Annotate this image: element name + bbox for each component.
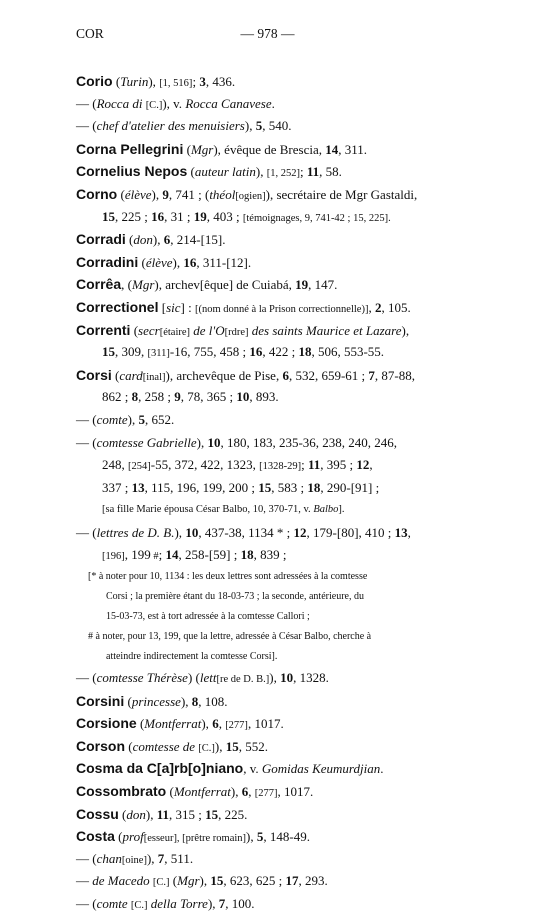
entry-text: 15: [225, 738, 239, 754]
entry-headword: Corson: [76, 737, 125, 754]
entry-text: 10: [236, 389, 250, 405]
entry-text: Turin: [120, 74, 149, 89]
entry-text: 12: [356, 457, 370, 473]
entry-text: , 87-88,: [374, 367, 415, 383]
entry-text: (: [125, 738, 133, 754]
entry-text: 9: [174, 389, 181, 405]
entry-text: 18: [307, 479, 321, 495]
entry-text: ),: [207, 896, 219, 911]
entry-text: sic: [166, 299, 181, 315]
entry-text: , 100.: [225, 896, 255, 911]
entry-text: ),: [148, 74, 160, 89]
entry-text: (: [124, 693, 132, 709]
entry-text: Montferrat: [173, 784, 231, 800]
entry-text: Corsi ; la première étant du 18-03-73 ; la seconde, antérieure, du: [106, 591, 364, 603]
entry-text: 10: [280, 670, 294, 686]
entry-headword: Cossombrato: [76, 783, 167, 800]
entry-text: 15: [102, 208, 115, 224]
entry-text: 15: [258, 479, 272, 495]
entry-text: Rocca Canavese: [185, 95, 272, 111]
entry-text: (: [166, 784, 174, 800]
entry-headword: Cossu: [76, 805, 119, 822]
entry-text: 15: [210, 873, 224, 889]
entry-text: 7: [218, 896, 226, 911]
entry-text: ), secrétaire de Mgr Gastaldi,: [265, 186, 418, 202]
entry-text: , 437-38, 1134 * ;: [198, 524, 294, 540]
entry-text: ,: [368, 299, 375, 315]
entry-text: Rocca di: [96, 95, 146, 111]
index-line: [76, 454, 496, 477]
entry-text: — (: [76, 670, 97, 686]
entry-text: théol: [209, 186, 236, 202]
index-line: [76, 70, 496, 93]
entry-text: [1328-29]: [259, 461, 302, 473]
index-line: [76, 848, 496, 871]
entry-text: — (: [76, 118, 97, 134]
entry-text: [1, 252]: [266, 168, 300, 180]
entry-text: 11: [306, 164, 320, 180]
entry-text: chef d'atelier des menuisiers: [96, 118, 245, 134]
entry-text: , 839 ;: [253, 547, 287, 563]
entry-text: 5: [255, 118, 263, 134]
entry-text: ,: [248, 784, 255, 800]
entry-text: 11: [156, 806, 170, 822]
entry-text: princesse: [131, 693, 181, 709]
entry-text: don: [133, 232, 153, 248]
entry-text: des saints Maurice et Lazare: [248, 322, 402, 338]
entry-text: 8: [191, 693, 199, 709]
entry-text: ),: [401, 322, 410, 338]
entry-text: 862 ;: [102, 389, 132, 405]
entry-text: , 1017.: [277, 784, 314, 800]
entry-text: [(nom donné à la Prison correctionnelle)]: [194, 303, 369, 315]
entry-text: (: [118, 806, 127, 822]
entry-text: — (: [76, 524, 97, 540]
entry-text: ),: [152, 232, 164, 248]
entry-text: [ogien]: [235, 190, 266, 202]
entry-text: comte: [96, 411, 128, 427]
entry-text: .: [380, 761, 384, 777]
index-line: [76, 432, 496, 455]
entry-text: de Macedo: [92, 873, 153, 889]
entry-text: ;: [158, 547, 166, 563]
entry-text: , 652.: [144, 411, 175, 427]
index-line: [76, 757, 496, 780]
index-line: [76, 228, 496, 251]
entry-text: [254]: [128, 461, 151, 473]
entry-text: 16: [151, 208, 165, 224]
entry-text: auteur latin: [194, 164, 256, 180]
entry-text: Montferrat: [144, 716, 202, 732]
entry-text: [277]: [225, 720, 248, 732]
entry-text: , 258 ;: [138, 389, 175, 405]
entry-text: 18: [298, 344, 312, 360]
entry-text: (: [130, 322, 139, 338]
entry-text: , 225 ;: [115, 208, 152, 224]
entry-text: lett: [199, 670, 217, 686]
index-line: [76, 206, 496, 229]
entry-headword: Corrêa: [76, 276, 122, 293]
index-line: [76, 627, 496, 647]
entry-text: ),: [180, 693, 192, 709]
entry-text: , 1017.: [247, 716, 284, 732]
index-line: [76, 690, 496, 713]
entry-text: 5: [256, 829, 264, 845]
entry-text: 15: [205, 806, 219, 822]
entry-text: secr: [138, 322, 160, 338]
entry-text: , 148-49.: [263, 829, 310, 845]
index-line: [76, 893, 496, 916]
index-line: [76, 567, 496, 587]
entry-text: ), évêque de Brescia,: [213, 141, 326, 157]
entry-headword: Corsione: [76, 715, 137, 732]
index-entries: [76, 70, 496, 916]
entry-text: (: [187, 164, 195, 180]
entry-text: de l'O: [190, 322, 225, 338]
entry-text: comtesse de: [132, 738, 199, 754]
entry-text: , 540.: [262, 118, 292, 134]
entry-text: 10: [185, 524, 199, 540]
entry-text: ),: [146, 850, 158, 866]
entry-text: — (: [76, 95, 97, 111]
entry-text: 17: [285, 873, 299, 889]
entry-text: Mgr: [177, 873, 200, 889]
entry-text: [inal]: [142, 371, 166, 383]
entry-text: ),: [244, 118, 256, 134]
entry-text: (: [112, 74, 121, 89]
entry-headword: Corno: [76, 185, 118, 202]
entry-text: [oine]: [121, 854, 147, 866]
entry-text: [* à noter pour 10, 1134 : les deux lettres sont adressées à la comtesse: [88, 571, 368, 583]
entry-text: , 583 ;: [271, 479, 308, 495]
entry-headword: Corio: [76, 73, 113, 89]
entry-text: , 293.: [298, 873, 328, 889]
index-line: [76, 499, 496, 522]
entry-text: , 147.: [308, 277, 338, 293]
entry-text: [C.]: [130, 900, 148, 911]
entry-text: [étaire]: [159, 326, 191, 338]
entry-headword: Cornelius Nepos: [76, 163, 188, 180]
entry-text: , 108.: [198, 693, 228, 709]
entry-text: , 105.: [381, 299, 411, 315]
entry-text: ,: [218, 716, 226, 732]
entry-text: ) (: [187, 670, 200, 686]
entry-text: 15-03-73, est à tort adressée à la comtesse Callori ;: [106, 611, 310, 623]
index-line: [76, 667, 496, 690]
entry-text: , 532, 659-61 ;: [288, 367, 369, 383]
entry-text: , 214-[15].: [170, 232, 226, 248]
entry-text: , 31 ;: [164, 208, 194, 224]
entry-text: , 511.: [164, 850, 194, 866]
entry-text: , 309,: [115, 344, 148, 360]
entry-text: #: [150, 551, 159, 563]
entry-text: Balbo: [313, 504, 339, 516]
entry-text: 248,: [102, 457, 128, 473]
entry-text: , 311.: [338, 141, 368, 157]
entry-text: , (: [121, 277, 132, 293]
entry-text: chan: [96, 850, 122, 866]
entry-text: 6: [282, 367, 289, 383]
entry-text: [C.]: [198, 742, 215, 754]
entry-text: [C.]: [145, 99, 163, 111]
index-line: [76, 319, 496, 342]
entry-headword: Corsi: [76, 366, 112, 383]
entry-text: ), archevêque de Pise,: [165, 367, 283, 383]
index-line: [76, 544, 496, 567]
index-line: [76, 522, 496, 545]
entry-text: 337 ;: [102, 479, 132, 495]
index-line: [76, 296, 496, 319]
entry-text: , 1328.: [293, 670, 329, 686]
index-line: [76, 183, 496, 206]
entry-text: 6: [241, 784, 249, 800]
entry-text: , 78, 365 ;: [180, 389, 237, 405]
entry-text: 10: [207, 434, 221, 450]
entry-text: ),: [201, 716, 213, 732]
entry-text: 7: [368, 367, 375, 383]
entry-headword: Corradi: [76, 231, 126, 248]
entry-text: , 258-[59] ;: [178, 547, 241, 563]
entry-text: atteindre indirectement la comtesse Corsi].: [106, 651, 278, 663]
index-line: [76, 825, 496, 848]
entry-text: 13: [131, 479, 145, 495]
entry-text: card: [119, 367, 143, 383]
entry-text: 14: [325, 141, 339, 157]
entry-text: Gomidas Keumurdjian: [261, 761, 381, 777]
entry-text: 19: [193, 208, 207, 224]
entry-headword: Corna Pellegrini: [76, 140, 184, 157]
entry-text: [1, 516]: [159, 78, 193, 89]
entry-text: 9: [162, 186, 169, 202]
entry-text: ),: [172, 254, 184, 270]
entry-text: 5: [138, 411, 145, 427]
entry-text: (: [136, 716, 145, 732]
entry-headword: Corradini: [76, 253, 139, 270]
index-line: [76, 712, 496, 735]
entry-text: (: [169, 873, 178, 889]
entry-text: ),: [145, 806, 157, 822]
entry-text: don: [126, 806, 146, 822]
index-line: [76, 870, 496, 893]
index-line: [76, 409, 496, 432]
entry-text: , 179-[80], 410 ;: [306, 524, 395, 540]
index-line: [76, 364, 496, 387]
entry-text: élève: [124, 186, 152, 202]
entry-text: , 315 ;: [169, 806, 206, 822]
entry-text: 6: [212, 716, 219, 732]
index-line: [76, 477, 496, 500]
entry-text: ),: [246, 829, 257, 845]
entry-text: [rdre]: [224, 326, 249, 338]
entry-text: 6: [163, 232, 171, 248]
index-line: [76, 735, 496, 758]
entry-text: 14: [165, 547, 179, 563]
entry-text: -55, 372, 422, 1323,: [150, 457, 260, 473]
entry-text: , 180, 183, 235-36, 238, 240, 246,: [220, 434, 398, 450]
entry-text: , 506, 553-55.: [311, 344, 385, 360]
entry-text: comtesse Gabrielle: [96, 434, 197, 450]
index-line: [76, 251, 496, 274]
entry-text: 19: [295, 277, 309, 293]
entry-text: ), v.: [162, 95, 186, 111]
entry-text: ),: [269, 670, 281, 686]
entry-text: 16: [183, 254, 197, 270]
index-line: [76, 647, 496, 667]
entry-text: [re de D. B.]: [216, 674, 270, 686]
entry-text: ),: [214, 738, 226, 754]
index-line: [76, 803, 496, 826]
entry-text: ),: [174, 524, 186, 540]
entry-text: , 893.: [249, 389, 279, 405]
entry-text: comtesse Thérèse: [96, 670, 188, 686]
entry-text: 18: [240, 547, 254, 563]
entry-text: (: [117, 186, 125, 202]
entry-text: lettres de D. B.: [96, 524, 175, 540]
index-line: [76, 780, 496, 803]
index-line: [76, 160, 496, 183]
index-line: [76, 273, 496, 296]
entry-text: 12: [293, 524, 307, 540]
entry-text: 11: [307, 457, 321, 473]
entry-text: 7: [157, 850, 165, 866]
entry-text: , 115, 196, 199, 200 ;: [144, 479, 259, 495]
entry-text: comte: [96, 896, 131, 911]
entry-text: (: [183, 141, 191, 157]
entry-text: — (: [76, 411, 97, 427]
entry-text: 3: [199, 74, 206, 89]
entry-text: , 741 ; (: [168, 186, 210, 202]
entry-text: [C.]: [152, 877, 170, 889]
index-line: [76, 138, 496, 161]
entry-text: 16: [249, 344, 263, 360]
entry-text: (: [125, 232, 134, 248]
page-number: — 978 —: [240, 26, 295, 41]
entry-headword: Cosma da C[a]rb[o]niano: [76, 760, 244, 777]
entry-text: della Torre: [147, 896, 208, 911]
entry-text: , 199: [124, 547, 151, 563]
entry-text: , 58.: [319, 164, 342, 180]
entry-text: (: [138, 254, 146, 270]
entry-text: [277]: [254, 788, 278, 800]
index-line: [76, 386, 496, 409]
entry-text: [esseur], [prêtre romain]: [143, 833, 247, 845]
entry-text: 13: [394, 524, 408, 540]
entry-text: , 225.: [218, 806, 248, 822]
entry-text: [196]: [102, 551, 125, 563]
entry-text: ;: [192, 74, 200, 89]
index-line: [76, 115, 496, 138]
entry-text: (: [114, 829, 123, 845]
entry-text: ,: [369, 457, 373, 473]
entry-text: [311]: [147, 348, 170, 360]
running-header-letters: COR: [76, 26, 104, 41]
entry-text: , 552.: [238, 738, 269, 754]
entry-text: 2: [374, 299, 382, 315]
entry-text: prof: [122, 829, 144, 845]
entry-text: Mgr: [131, 277, 155, 293]
entry-text: , 403 ;: [206, 208, 243, 224]
entry-headword: Costa: [76, 828, 115, 845]
entry-text: , v.: [243, 761, 262, 777]
entry-text: , 311-[12].: [196, 254, 252, 270]
entry-headword: Correctionel: [76, 298, 159, 315]
entry-text: Mgr: [190, 141, 214, 157]
entry-text: — (: [76, 850, 97, 866]
index-line: [76, 607, 496, 627]
entry-text: ] :: [180, 299, 195, 315]
entry-text: ),: [196, 434, 208, 450]
entry-text: , 436.: [205, 74, 236, 89]
entry-text: , 422 ;: [262, 344, 299, 360]
entry-text: , 290-[91] ;: [320, 479, 380, 495]
entry-text: [témoignages, 9, 741-42 ; 15, 225].: [242, 212, 391, 224]
entry-text: — (: [76, 896, 97, 911]
entry-text: ,: [407, 524, 411, 540]
index-line: [76, 341, 496, 364]
entry-text: [sa fille Marie épousa César Balbo, 10, 370-71, v.: [102, 504, 314, 516]
entry-text: ].: [338, 504, 345, 516]
entry-text: , 395 ;: [320, 457, 357, 473]
entry-text: ),: [230, 784, 242, 800]
entry-text: ),: [127, 411, 139, 427]
entry-text: # à noter, pour 13, 199, que la lettre, adressée à César Balbo, cherche à: [88, 631, 372, 643]
index-line: [76, 587, 496, 607]
entry-text: (: [111, 367, 120, 383]
entry-headword: Corsini: [76, 692, 125, 709]
entry-headword: Correnti: [76, 321, 131, 338]
entry-text: ;: [301, 457, 308, 473]
entry-text: 15: [102, 344, 115, 360]
entry-text: [: [158, 299, 167, 315]
entry-text: — (: [76, 434, 97, 450]
entry-text: ), archev[êque] de Cuiabá,: [154, 277, 296, 293]
entry-text: élève: [145, 254, 173, 270]
entry-text: .: [271, 95, 275, 111]
entry-text: 8: [131, 389, 139, 405]
entry-text: —: [76, 873, 93, 889]
entry-text: -16, 755, 458 ;: [169, 344, 250, 360]
entry-text: ;: [299, 164, 307, 180]
entry-text: ),: [199, 873, 211, 889]
entry-text: , 623, 625 ;: [223, 873, 286, 889]
entry-text: ),: [255, 164, 267, 180]
index-line: [76, 93, 496, 116]
entry-text: ),: [151, 186, 163, 202]
